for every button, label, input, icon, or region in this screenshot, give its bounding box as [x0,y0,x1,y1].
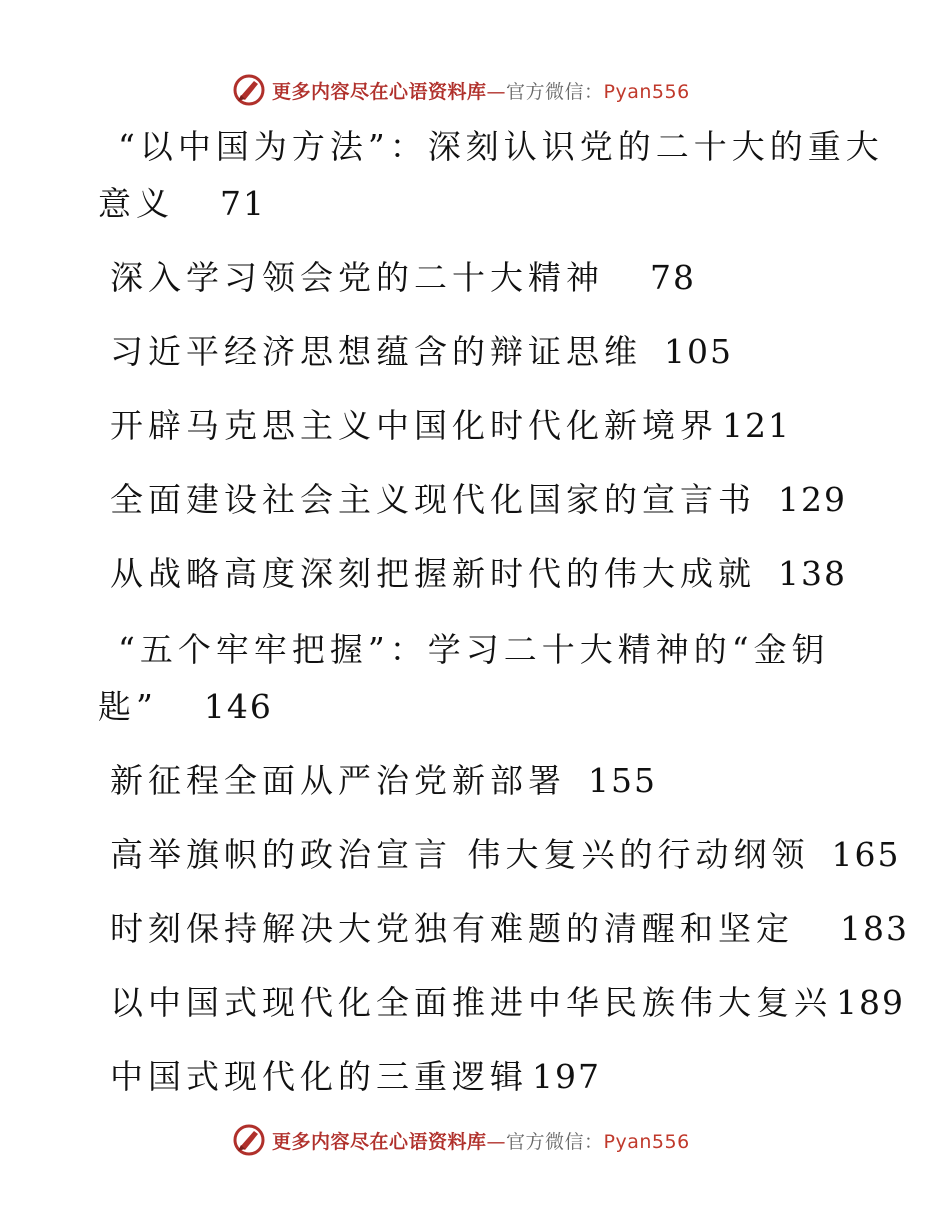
footer-banner [232,1120,712,1160]
toc-entry-title: 习近平经济思想蕴含的辩证思维 [110,332,642,371]
brush-logo-icon [232,73,266,107]
toc-page-number: 183 [840,909,909,948]
toc-entry-title: “以中国为方法”：深刻认识党的二十大的重大 [118,127,884,166]
toc-entry-line [118,630,830,670]
toc-entry [110,835,901,875]
toc-page-number: 197 [532,1057,601,1096]
toc-page-number: 129 [778,480,847,519]
toc-page-number: 155 [588,761,657,800]
toc-entry [110,1057,601,1097]
toc-entry-title: 深入学习领会党的二十大精神 [110,258,604,297]
toc-entry-line [98,687,273,727]
banner-sub-text: 官方微信 [506,1130,585,1153]
toc-page-number: 71 [220,184,266,223]
banner-wechat-id: Pyan556 [603,1130,690,1153]
toc-entry-line [118,127,884,167]
banner-sub-text: 官方微信 [506,80,585,103]
toc-entry-title: 高举旗帜的政治宣言 伟大复兴的行动纲领 [110,835,810,874]
toc-page-number: 121 [722,406,791,445]
toc-entry-line [98,184,266,224]
toc-entry [110,761,657,801]
brush-logo-icon [232,1123,266,1157]
toc-entry [110,554,847,594]
toc-entry-title: 以中国式现代化全面推进中华民族伟大复兴 [110,983,832,1022]
toc-entry-title: 从战略高度深刻把握新时代的伟大成就 [110,554,756,593]
banner-main-text: 更多内容尽在心语资料库 [272,1130,487,1153]
toc-entry [110,983,905,1023]
toc-entry-title: 新征程全面从严治党新部署 [110,761,566,800]
toc-entry [110,909,909,949]
banner-separator: ： [584,80,604,103]
header-banner [232,70,712,110]
toc-entry-title: “五个牢牢把握”：学习二十大精神的“金钥 [118,630,830,669]
toc-page-number: 105 [664,332,733,371]
toc-page-number: 78 [650,258,696,297]
toc-entry-title: 全面建设社会主义现代化国家的宣言书 [110,480,756,519]
banner-wechat-id: Pyan556 [603,80,690,103]
banner-dash: — [486,1130,507,1153]
toc-page-number: 189 [836,983,905,1022]
toc-entry-title: 时刻保持解决大党独有难题的清醒和坚定 [110,909,794,948]
toc-entry-title: 意义 [98,184,174,223]
banner-text [272,1127,690,1154]
toc-entry-title: 开辟马克思主义中国化时代化新境界 [110,406,718,445]
banner-separator: ： [584,1130,604,1153]
toc-page-number: 146 [203,687,273,726]
toc-page-number: 138 [778,554,847,593]
toc-page-number: 165 [831,835,901,874]
banner-text [272,77,690,104]
toc-entry-title: 匙” [98,687,158,726]
banner-main-text: 更多内容尽在心语资料库 [272,80,487,103]
toc-entry [110,332,733,372]
toc-entry-title: 中国式现代化的三重逻辑 [110,1057,528,1096]
banner-dash: — [486,80,507,103]
toc-entry [110,406,791,446]
toc-entry [110,258,696,298]
toc-entry [110,480,847,520]
